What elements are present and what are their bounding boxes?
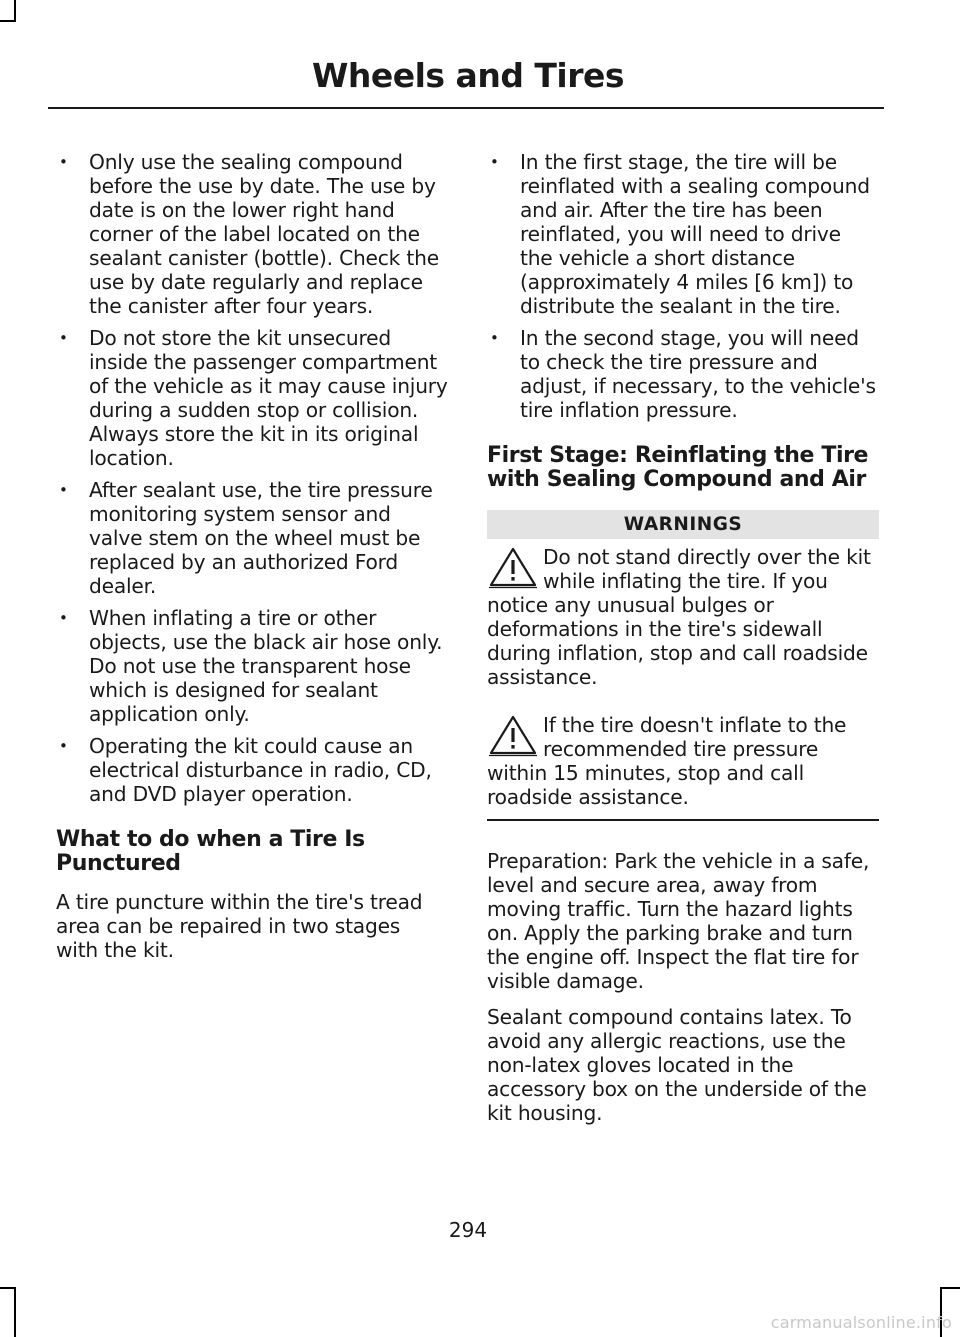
warning-triangle-icon: [487, 545, 539, 589]
crop-mark-top-left-h: [0, 20, 16, 22]
page-number: 294: [448, 1218, 488, 1242]
list-item: • When inflating a tire or other objects, use the black air hose only. Do not use the transparent hose which is designed for sealant application only.: [59, 606, 443, 726]
bullet-dot-icon: •: [59, 153, 68, 171]
watermark: carmanualsonline.info: [770, 1313, 952, 1332]
section-heading-first-stage: First Stage: Reinflating the Tire with Sealing Compound and Air: [487, 443, 869, 492]
page-title: Wheels and Tires: [311, 56, 625, 95]
list-item: • Do not store the kit unsecured inside the passenger compartment of the vehicle as it may cause injury during a sudden stop or collision. Always store the kit in its original location.: [59, 326, 448, 470]
intro-paragraph: A tire puncture within the tire's tread area can be repaired in two stages with the kit.: [56, 890, 423, 962]
warning-item: If the tire doesn't inflate to the recommended tire pressure within 15 minutes, stop and call roadside assistance.: [487, 713, 847, 809]
warning-item: Do not stand directly over the kit while inflating the tire. If you notice any unusual bulges or deformations in the tire's sidewall during inflation, stop and call roadside assistance.: [487, 545, 871, 689]
warnings-heading: WARNINGS: [487, 510, 879, 539]
list-item: • In the first stage, the tire will be reinflated with a sealing compound and air. After the tire has been reinflated, you will need to drive the vehicle a short distance (approximately 4 miles [6 km]) to distribute the sealant in the tire.: [490, 150, 870, 318]
crop-mark-bottom-left-h: [0, 1287, 16, 1289]
crop-mark-bottom-left-v: [14, 1287, 16, 1337]
left-bullet-list: [56, 150, 448, 806]
warnings-divider: [487, 819, 879, 821]
list-item: • In the second stage, you will need to check the tire pressure and adjust, if necessary, to the vehicle's tire inflation pressure.: [490, 326, 876, 422]
bullet-dot-icon: •: [59, 609, 68, 627]
warnings-box: [487, 510, 879, 821]
right-bullet-list: [487, 150, 879, 422]
crop-mark-bottom-right-h: [940, 1287, 960, 1289]
right-column: [487, 150, 879, 1137]
section-heading-punctured: What to do when a Tire Is Punctured: [56, 827, 365, 876]
warning-triangle-icon: [487, 713, 539, 757]
list-item: • After sealant use, the tire pressure monitoring system sensor and valve stem on the wheel must be replaced by an authorized Ford dealer.: [59, 478, 433, 598]
crop-mark-top-left-v: [14, 0, 16, 22]
latex-paragraph: Sealant compound contains latex. To avoid any allergic reactions, use the non-latex gloves located in the accessory box on the underside of the kit housing.: [487, 1004, 867, 1125]
list-item: • Only use the sealing compound before the use by date. The use by date is on the lower right hand corner of the label located on the sealant canister (bottle). Check the use by date regularly and replace the canister after four years.: [59, 150, 439, 318]
bullet-dot-icon: •: [490, 153, 499, 171]
bullet-dot-icon: •: [59, 329, 68, 347]
list-item: • Operating the kit could cause an electrical disturbance in radio, CD, and DVD player operation.: [59, 734, 432, 806]
left-column: [56, 150, 448, 974]
bullet-dot-icon: •: [490, 329, 499, 347]
bullet-dot-icon: •: [59, 737, 68, 755]
header-divider: [48, 107, 884, 109]
bullet-dot-icon: •: [59, 481, 68, 499]
preparation-paragraph: Preparation: Park the vehicle in a safe, level and secure area, away from moving traffic. Turn the hazard lights on. Apply the parking brake and turn the engine off. Inspect the flat tire for visible damage.: [487, 848, 870, 993]
